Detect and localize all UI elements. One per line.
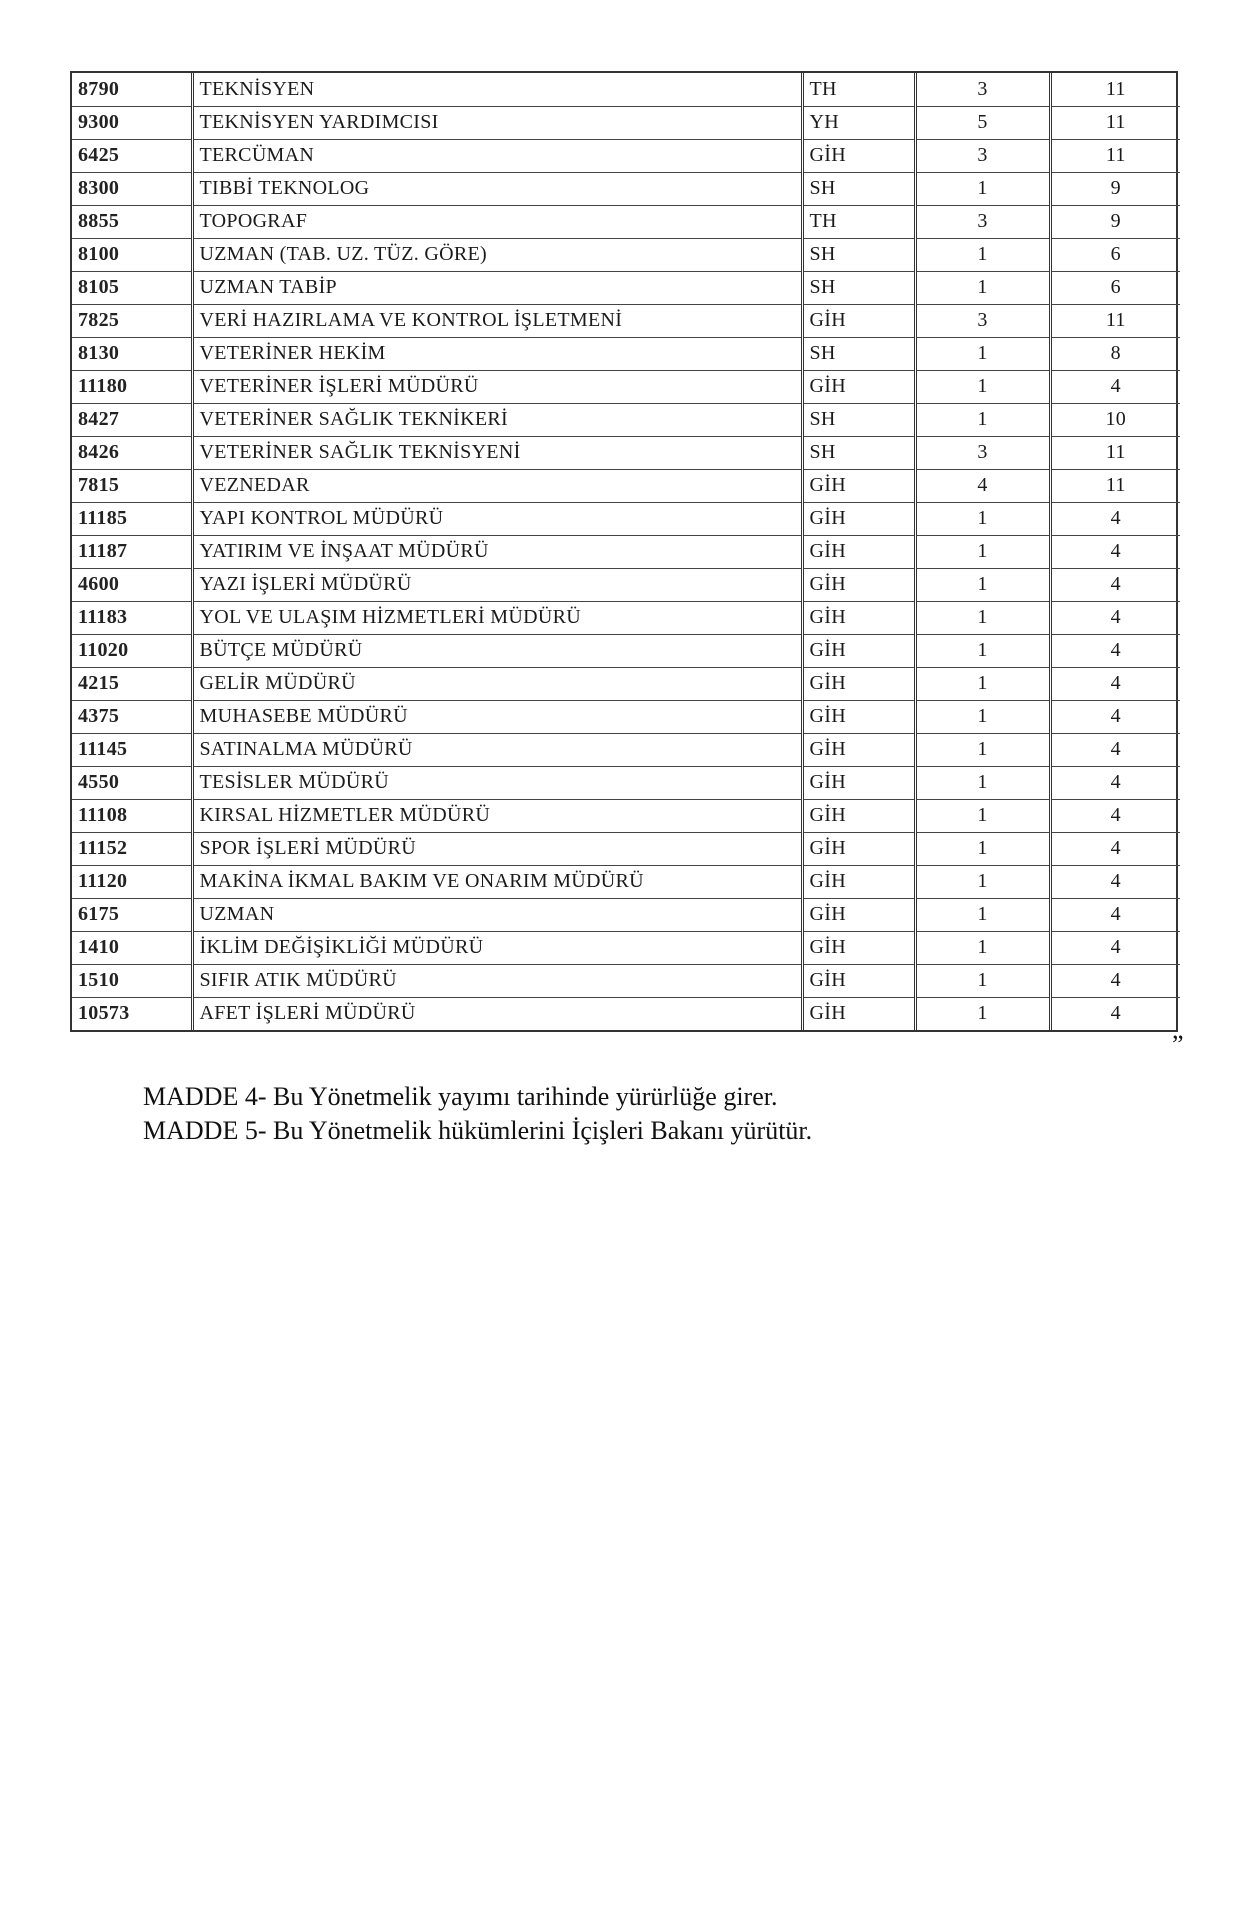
position-code-cell: 6425: [72, 139, 192, 172]
table-row: [72, 898, 1180, 931]
service-class-cell: GİH: [802, 997, 915, 1030]
staff-count-cell: 3: [915, 205, 1050, 238]
degree-cell: 4: [1050, 931, 1180, 964]
position-code-cell: 8100: [72, 238, 192, 271]
position-title-cell: UZMAN: [192, 898, 802, 931]
position-title-cell: VETERİNER HEKİM: [192, 337, 802, 370]
service-class-cell: GİH: [802, 535, 915, 568]
staff-count-cell: 1: [915, 799, 1050, 832]
degree-cell: 8: [1050, 337, 1180, 370]
position-title-cell: SATINALMA MÜDÜRÜ: [192, 733, 802, 766]
table-row: [72, 568, 1180, 601]
position-code-cell: 11145: [72, 733, 192, 766]
service-class-cell: GİH: [802, 304, 915, 337]
staff-count-cell: 3: [915, 73, 1050, 106]
position-title-cell: YATIRIM VE İNŞAAT MÜDÜRÜ: [192, 535, 802, 568]
position-code-cell: 7825: [72, 304, 192, 337]
service-class-cell: SH: [802, 337, 915, 370]
position-title-cell: YAZI İŞLERİ MÜDÜRÜ: [192, 568, 802, 601]
position-title-cell: İKLİM DEĞİŞİKLİĞİ MÜDÜRÜ: [192, 931, 802, 964]
staff-count-cell: 3: [915, 304, 1050, 337]
degree-cell: 6: [1050, 271, 1180, 304]
degree-cell: 9: [1050, 172, 1180, 205]
table-row: [72, 700, 1180, 733]
table-row: [72, 865, 1180, 898]
table-row: [72, 799, 1180, 832]
service-class-cell: GİH: [802, 667, 915, 700]
position-code-cell: 8426: [72, 436, 192, 469]
position-code-cell: 11152: [72, 832, 192, 865]
service-class-cell: GİH: [802, 898, 915, 931]
position-code-cell: 11180: [72, 370, 192, 403]
staff-count-cell: 5: [915, 106, 1050, 139]
service-class-cell: GİH: [802, 700, 915, 733]
position-title-cell: MUHASEBE MÜDÜRÜ: [192, 700, 802, 733]
position-code-cell: 8105: [72, 271, 192, 304]
table-row: [72, 502, 1180, 535]
articles: [143, 1080, 1143, 1148]
article-4: MADDE 4- Bu Yönetmelik yayımı tarihinde yürürlüğe girer.: [143, 1082, 778, 1111]
staff-count-cell: 1: [915, 997, 1050, 1030]
table-row: [72, 997, 1180, 1030]
table-row: [72, 271, 1180, 304]
table-row: [72, 436, 1180, 469]
degree-cell: 4: [1050, 634, 1180, 667]
staff-count-cell: 1: [915, 766, 1050, 799]
service-class-cell: GİH: [802, 601, 915, 634]
position-code-cell: 11185: [72, 502, 192, 535]
position-title-cell: MAKİNA İKMAL BAKIM VE ONARIM MÜDÜRÜ: [192, 865, 802, 898]
staff-count-cell: 1: [915, 568, 1050, 601]
table-row: [72, 337, 1180, 370]
position-title-cell: SPOR İŞLERİ MÜDÜRÜ: [192, 832, 802, 865]
service-class-cell: GİH: [802, 469, 915, 502]
degree-cell: 4: [1050, 865, 1180, 898]
service-class-cell: SH: [802, 172, 915, 205]
table-row: [72, 832, 1180, 865]
service-class-cell: GİH: [802, 502, 915, 535]
staff-count-cell: 1: [915, 832, 1050, 865]
service-class-cell: SH: [802, 436, 915, 469]
position-title-cell: VEZNEDAR: [192, 469, 802, 502]
table-row: [72, 601, 1180, 634]
article-5: MADDE 5- Bu Yönetmelik hükümlerini İçişleri Bakanı yürütür.: [143, 1116, 813, 1145]
staff-count-cell: 1: [915, 865, 1050, 898]
position-code-cell: 4375: [72, 700, 192, 733]
service-class-cell: GİH: [802, 799, 915, 832]
table-row: [72, 766, 1180, 799]
degree-cell: 4: [1050, 799, 1180, 832]
position-title-cell: TEKNİSYEN: [192, 73, 802, 106]
position-code-cell: 8300: [72, 172, 192, 205]
degree-cell: 4: [1050, 667, 1180, 700]
staff-table: [72, 73, 1180, 1030]
position-code-cell: 10573: [78, 1002, 130, 1025]
staff-count-cell: 1: [915, 337, 1050, 370]
position-code-cell: 7815: [72, 469, 192, 502]
position-title-cell: VETERİNER SAĞLIK TEKNİSYENİ: [192, 436, 802, 469]
staff-table-body: [72, 73, 1180, 1030]
table-row: [72, 964, 1180, 997]
staff-count-cell: 1: [915, 535, 1050, 568]
position-code-cell: 4550: [72, 766, 192, 799]
staff-count-cell: 3: [915, 139, 1050, 172]
position-title-cell: UZMAN (TAB. UZ. TÜZ. GÖRE): [192, 238, 802, 271]
staff-count-cell: 1: [915, 634, 1050, 667]
degree-cell: 11: [1050, 139, 1180, 172]
service-class-cell: YH: [802, 106, 915, 139]
degree-cell: 4: [1050, 502, 1180, 535]
table-row: [72, 634, 1180, 667]
degree-cell: 11: [1050, 436, 1180, 469]
position-title-cell: TOPOGRAF: [192, 205, 802, 238]
position-title-cell: TESİSLER MÜDÜRÜ: [192, 766, 802, 799]
degree-cell: 4: [1050, 964, 1180, 997]
position-title-cell: TIBBİ TEKNOLOG: [192, 172, 802, 205]
staff-count-cell: 1: [915, 172, 1050, 205]
position-title-cell: AFET İŞLERİ MÜDÜRÜ: [192, 997, 802, 1030]
degree-cell: 4: [1050, 733, 1180, 766]
staff-count-cell: 1: [915, 238, 1050, 271]
degree-cell: 9: [1050, 205, 1180, 238]
service-class-cell: GİH: [802, 865, 915, 898]
degree-cell: 4: [1050, 535, 1180, 568]
staff-count-cell: 1: [915, 964, 1050, 997]
degree-cell: 4: [1050, 568, 1180, 601]
service-class-cell: SH: [802, 238, 915, 271]
service-class-cell: GİH: [802, 370, 915, 403]
degree-cell: 4: [1050, 700, 1180, 733]
position-code-cell: 11108: [72, 799, 192, 832]
position-code-cell: 11120: [72, 865, 192, 898]
table-row: [72, 238, 1180, 271]
service-class-cell: GİH: [802, 139, 915, 172]
position-code-cell: 11020: [72, 634, 192, 667]
table-row: [72, 205, 1180, 238]
staff-count-cell: 1: [915, 667, 1050, 700]
position-title-cell: YOL VE ULAŞIM HİZMETLERİ MÜDÜRÜ: [192, 601, 802, 634]
degree-cell: 11: [1050, 469, 1180, 502]
service-class-cell: TH: [802, 205, 915, 238]
staff-table-frame: [70, 71, 1178, 1032]
position-title-cell: BÜTÇE MÜDÜRÜ: [192, 634, 802, 667]
staff-count-cell: 1: [915, 931, 1050, 964]
degree-cell: 10: [1050, 403, 1180, 436]
position-code-cell: 4215: [72, 667, 192, 700]
staff-count-cell: 1: [915, 898, 1050, 931]
service-class-cell: GİH: [802, 931, 915, 964]
service-class-cell: GİH: [802, 733, 915, 766]
position-title-cell: VETERİNER SAĞLIK TEKNİKERİ: [192, 403, 802, 436]
degree-cell: 4: [1050, 601, 1180, 634]
service-class-cell: GİH: [802, 568, 915, 601]
position-code-cell: 6175: [72, 898, 192, 931]
service-class-cell: SH: [802, 271, 915, 304]
staff-count-cell: 4: [915, 469, 1050, 502]
service-class-cell: TH: [802, 73, 915, 106]
service-class-cell: SH: [802, 403, 915, 436]
degree-cell: 11: [1050, 73, 1180, 106]
position-title-cell: UZMAN TABİP: [192, 271, 802, 304]
position-code-cell: 1510: [72, 964, 192, 997]
degree-cell: 11: [1050, 106, 1180, 139]
staff-count-cell: 1: [915, 403, 1050, 436]
position-title-cell: VETERİNER İŞLERİ MÜDÜRÜ: [192, 370, 802, 403]
table-row: [72, 139, 1180, 172]
position-code-cell: 8790: [72, 73, 192, 106]
position-code-cell: 8427: [72, 403, 192, 436]
position-title-cell: SIFIR ATIK MÜDÜRÜ: [192, 964, 802, 997]
degree-cell: 4: [1050, 997, 1180, 1030]
staff-count-cell: 1: [915, 733, 1050, 766]
service-class-cell: GİH: [802, 634, 915, 667]
degree-cell: 4: [1050, 832, 1180, 865]
position-title-cell: TERCÜMAN: [192, 139, 802, 172]
staff-count-cell: 1: [915, 700, 1050, 733]
table-row: [72, 304, 1180, 337]
table-row: [72, 931, 1180, 964]
staff-count-cell: 1: [915, 271, 1050, 304]
table-row: [72, 733, 1180, 766]
position-code-cell: 11187: [72, 535, 192, 568]
degree-cell: 4: [1050, 898, 1180, 931]
staff-count-cell: 1: [915, 601, 1050, 634]
position-code-cell: 11183: [72, 601, 192, 634]
service-class-cell: GİH: [802, 766, 915, 799]
position-title-cell: TEKNİSYEN YARDIMCISI: [192, 106, 802, 139]
service-class-cell: GİH: [802, 964, 915, 997]
position-code-cell: 4600: [72, 568, 192, 601]
position-code-cell: 8130: [72, 337, 192, 370]
table-row: [72, 73, 1180, 106]
position-title-cell: YAPI KONTROL MÜDÜRÜ: [192, 502, 802, 535]
degree-cell: 4: [1050, 370, 1180, 403]
degree-cell: 11: [1050, 304, 1180, 337]
degree-cell: 4: [1050, 766, 1180, 799]
closing-quote: ”: [1172, 1030, 1184, 1059]
table-row: [72, 370, 1180, 403]
position-code-cell: 1410: [72, 931, 192, 964]
position-title-cell: KIRSAL HİZMETLER MÜDÜRÜ: [192, 799, 802, 832]
staff-count-cell: 1: [915, 502, 1050, 535]
table-row: [72, 106, 1180, 139]
position-code-cell: 9300: [72, 106, 192, 139]
staff-count-cell: 1: [915, 370, 1050, 403]
table-row: [72, 403, 1180, 436]
table-row: [72, 667, 1180, 700]
position-title-cell: GELİR MÜDÜRÜ: [192, 667, 802, 700]
position-title-cell: VERİ HAZIRLAMA VE KONTROL İŞLETMENİ: [192, 304, 802, 337]
position-code-cell: 8855: [72, 205, 192, 238]
service-class-cell: GİH: [802, 832, 915, 865]
staff-count-cell: 3: [915, 436, 1050, 469]
table-row: [72, 469, 1180, 502]
table-row: [72, 172, 1180, 205]
table-row: [72, 535, 1180, 568]
degree-cell: 6: [1050, 238, 1180, 271]
